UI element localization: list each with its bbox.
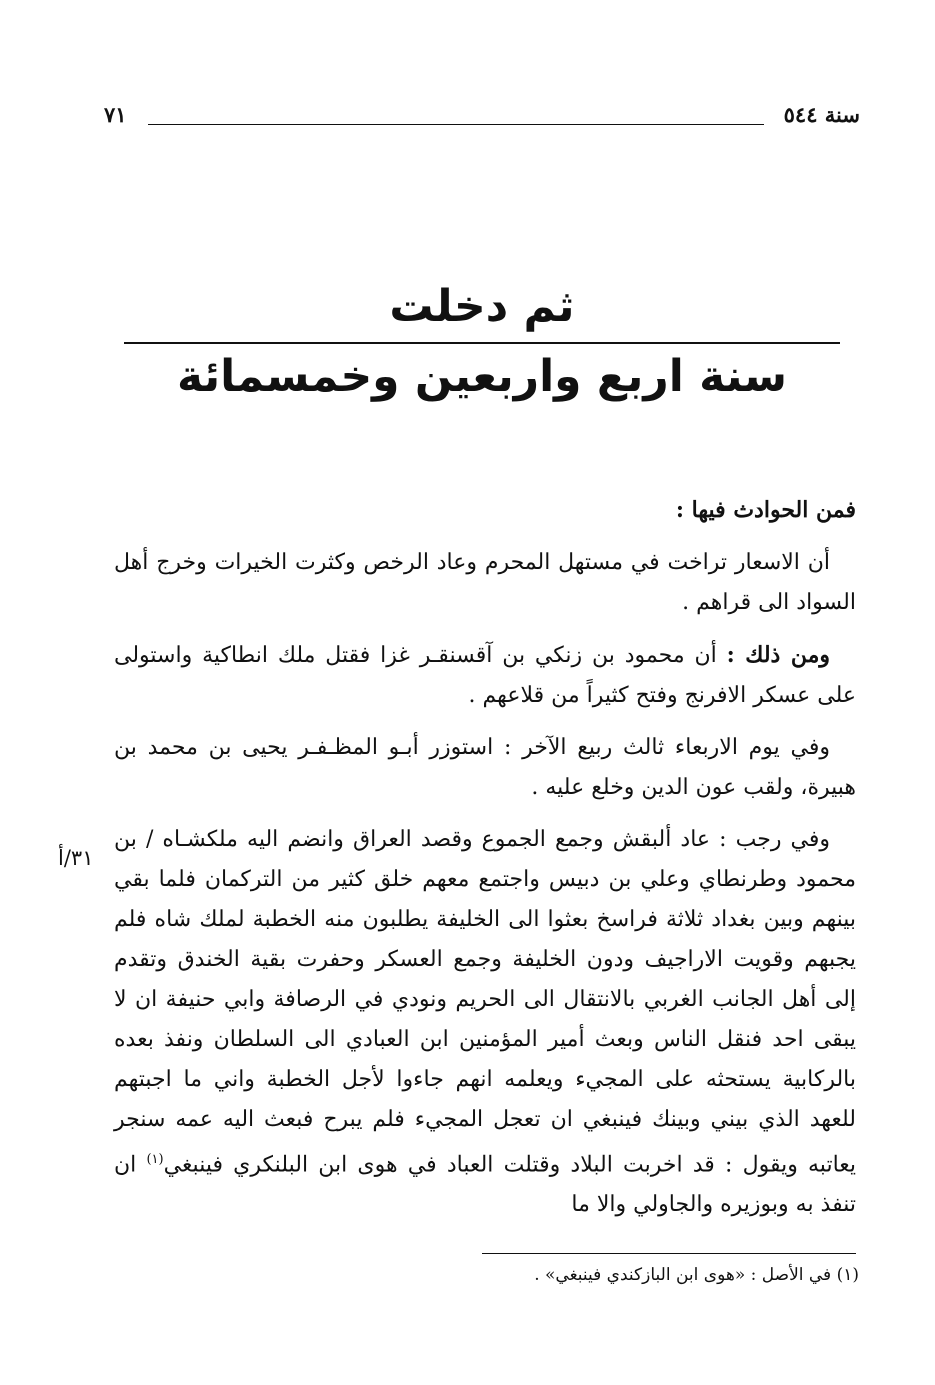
paragraph-2	[114, 635, 856, 716]
header-year-label: سنة ٥٤٤	[783, 102, 860, 127]
paragraph-3	[114, 728, 856, 808]
heading-rule	[124, 342, 840, 344]
paragraph-3-lead: وفي يوم الاربعاء ثالث ربيع الآخر :	[503, 735, 830, 760]
paragraph-4-lead: وفي رجب :	[719, 827, 830, 852]
paragraph-4-text: عاد ألبقش وجمع الجموع وقصد العراق وانضم اليه ملكشـاه / بن محمود وطرنطاي وعلي بن دبيس واجتمع معهم خلق كثير من التركمان فلما بقي بينهم وبين بغداد ثلاثة فراسخ بعثوا الى الخليفة يطلبون منه الخطبة لملك شاه فلم يجبهم وقويت الاراجيف ودون الخليفة وجمع العسكر وحفرت بقية الخندق وتقدم إلى أهل الجانب الغربي بالانتقال الى الحريم ونودي في الرصافة وابي حنيفة ان لا يبقى احد فنقل الناس وبعث أمير المؤمنين ابن العبادي الى السلطان ونفذ بعده بالركابية يستحثه على المجيء ويعلمه انهم جاءوا لأجل الخطبة واني ما اجبتهم للعهد الذي بيني وبينك فينبغي ان تعجل المجيء فلم يبرح فبعث اليه عمه سنجر يعاتبه ويقول : قد اخربت البلاد وقتلت العباد في هوى ابن البلنكري فينبغي	[114, 827, 857, 1178]
section-label: فمن الحوادث فيها :	[675, 497, 856, 523]
heading-line-1: ثم دخلت	[389, 281, 575, 332]
paragraph-3-text: استوزر أبـو المظـفـر يحيى بن محمد بن هبيرة، ولقب عون الدين وخلع عليه .	[114, 735, 856, 800]
running-header	[104, 102, 860, 136]
paragraph-1: أن الاسعار تراخت في مستهل المحرم وعاد الرخص وكثرت الخيرات وخرج أهل السواد الى قراهم .	[114, 550, 856, 615]
body-text	[114, 490, 856, 1237]
header-rule	[148, 124, 764, 125]
manuscript-folio-note: ٣١/أ	[58, 846, 94, 870]
paragraph-2-text: أن محمود بن زنكي بن آقسنقـر غزا فقتل ملك انطاكية واستولى على عسكر الافرنج وفتح كثيراً من قلاعهم .	[114, 643, 856, 708]
paragraph-2-lead: ومن ذلك :	[726, 642, 830, 668]
paragraph-4	[114, 820, 856, 1225]
heading-line-2: سنة اربع واربعين وخمسمائة	[176, 351, 788, 402]
section-label-paragraph	[114, 490, 856, 531]
footnote-marker[interactable]: (١)	[146, 1152, 164, 1167]
footnote-rule	[482, 1253, 856, 1254]
chapter-heading	[122, 278, 842, 406]
footnote: (١) في الأصل : «هوى ابن البازكندي فينبغي» .	[534, 1265, 859, 1285]
paragraph-4-text-end: ان تنفذ به وبوزيره والجاولي والا ما	[114, 1152, 856, 1218]
page-number: ٧١	[104, 102, 127, 127]
